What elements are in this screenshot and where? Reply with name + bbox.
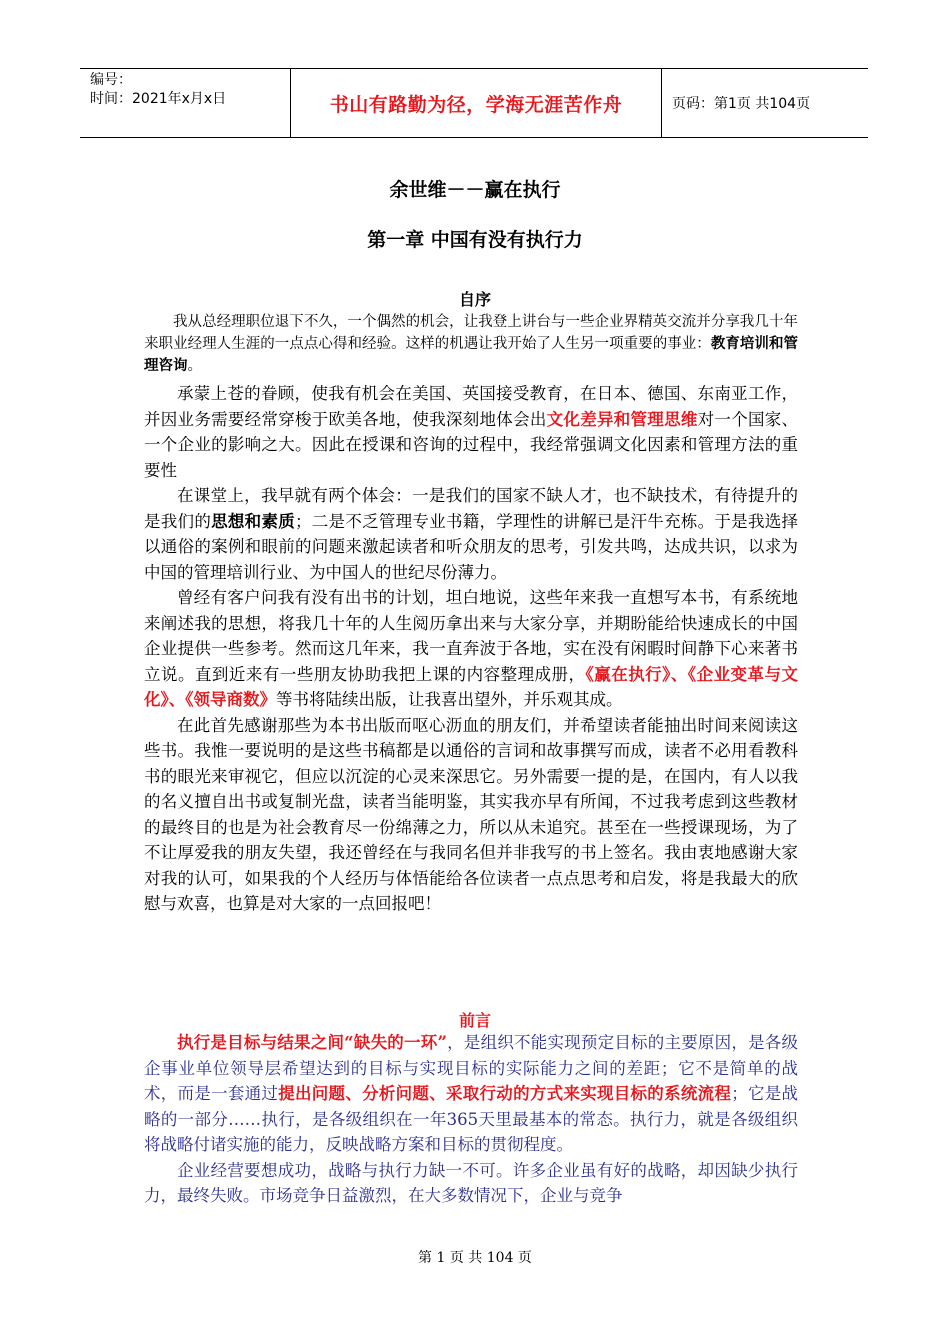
header-meta	[80, 69, 290, 137]
page-count-label: 页码：第1页 共104页	[672, 96, 811, 112]
doc-code-label: 编号：	[90, 72, 132, 88]
header-motto	[290, 69, 662, 137]
preface-paragraph-5: 在此首先感谢那些为本书出版而呕心沥血的朋友们，并希望读者能抽出时间来阅读这些书。我惟一要说明的是这些书稿都是以通俗的言词和故事撰写而成，读者不必用看教科书的眼光来审视它，但应以沉淀的心灵来深思它。另外需要一提的是，在国内，有人以我的名义擅自出书或复制光盘，读者当能明鉴，其实我亦早有所闻，不过我考虑到这些教材的最终目的也是为社会教育尽一份绵薄之力，所以从未追究。甚至在一些授课现场，为了不让厚爱我的朋友失望，我还曾经在与我同名但并非我写的书上签名。我由衷地感谢大家对我的认可，如果我的个人经历与体悟能给各位读者一点点思考和启发，将是我最大的欣慰与欢喜，也算是对大家的一点回报吧！	[144, 715, 798, 913]
preface-paragraph-4: 曾经有客户问我有没有出书的计划，坦白地说，这些年来我一直想写本书，有系统地来阐述我的思想，将我几十年的人生阅历拿出来与大家分享，并期盼能给快速成长的中国企业提供一些参考。然而这几年来，我一直奔波于各地，实在没有闲暇时间静下心来著书立说。直到近来有一些朋友协助我把上课的内容整理成册，《赢在执行》、《企业变革与文化》、《领导商数》等书将陆续出版，让我喜出望外，并乐观其成。	[144, 588, 799, 709]
header-page-info	[662, 69, 868, 137]
chapter-title: 第一章 中国有没有执行力	[367, 229, 583, 251]
preface-body	[144, 311, 798, 917]
preface-paragraph-1: 我从总经理职位退下不久，一个偶然的机会，让我登上讲台与一些企业界精英交流并分享我几十年来职业经理人生涯的一点点心得和经验。这样的机遇让我开始了人生另一项重要的事业：教育培训和管理咨询。	[144, 314, 798, 374]
document-title: 余世维－－赢在执行	[389, 179, 561, 201]
page-header	[80, 68, 868, 138]
preface-paragraph-2: 承蒙上苍的眷顾，使我有机会在美国、英国接受教育，在日本、德国、东南亚工作，并因业务需要经常穿梭于欧美各地，使我深刻地体会出文化差异和管理思维对一个国家、一个企业的影响之大。因此在授课和咨询的过程中，我经常强调文化因素和管理方法的重要性	[144, 384, 799, 480]
foreword-body	[144, 1030, 798, 1209]
doc-date-label: 时间：2021年x月x日	[90, 91, 227, 107]
foreword-paragraph-1: 执行是目标与结果之间“缺失的一环”，是组织不能实现预定目标的主要原因，是各级企事业单位领导层希望达到的目标与实现目标的实际能力之间的差距；它不是简单的战术，而是一套通过提出问题、分析问题、采取行动的方式来实现目标的系统流程；它是战略的一部分……执行，是各级组织在一年365天里最基本的常态。执行力，就是各级组织将战略付诸实施的能力，反映战略方案和目标的贯彻程度。	[144, 1033, 799, 1154]
page-footer: 第 1 页 共 104 页	[418, 1250, 532, 1266]
foreword-heading: 前言	[458, 1011, 491, 1030]
preface-paragraph-3: 在课堂上，我早就有两个体会：一是我们的国家不缺人才，也不缺技术，有待提升的是我们的思想和素质；二是不乏管理专业书籍，学理性的讲解已是汗牛充栋。于是我选择以通俗的案例和眼前的问题来激起读者和听众朋友的思考，引发共鸣，达成共识，以求为中国的管理培训行业、为中国人的世纪尽份薄力。	[144, 486, 799, 582]
preface-heading: 自序	[458, 290, 491, 309]
motto-text: 书山有路勤为径，学海无涯苦作舟	[329, 93, 623, 116]
foreword-paragraph-2: 企业经营要想成功，战略与执行力缺一不可。许多企业虽有好的战略，却因缺少执行力，最终失败。市场竞争日益激烈，在大多数情况下，企业与竞争	[144, 1160, 798, 1205]
